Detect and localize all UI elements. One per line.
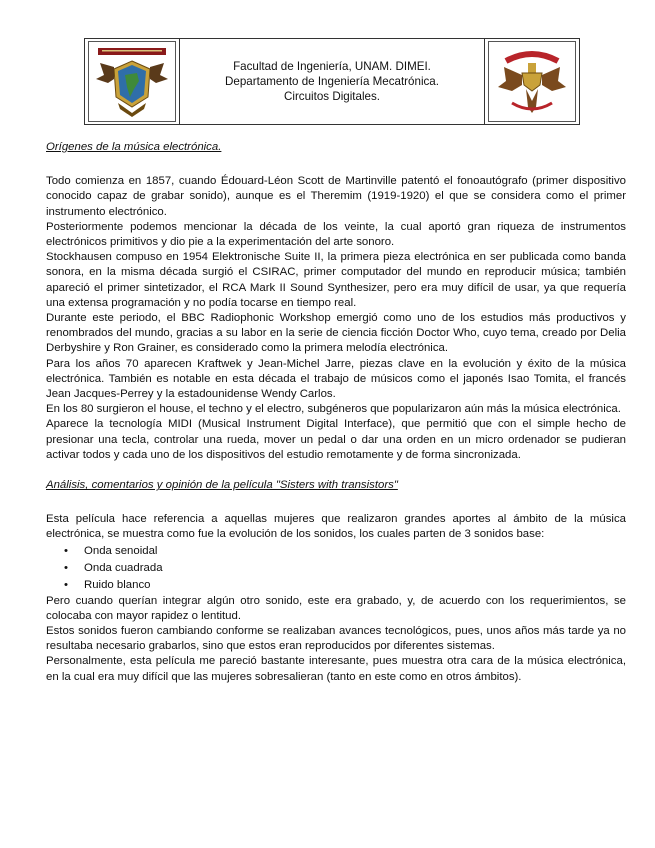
list-item: • Ruido blanco xyxy=(84,577,626,594)
ingenieria-seal-logo xyxy=(488,41,576,122)
right-logo-cell xyxy=(485,39,579,124)
unam-seal-logo xyxy=(88,41,176,122)
paragraph: Para los años 70 aparecen Kraftwek y Jean-Michel Jarre, piezas clave en la evolución y éxito de la música electrónica. También es notable en esta década el trabajo de músicos como el japonés Isao Tomita, el francés Jean Jacques-Perrey y la estadounidense Wendy Carlos. xyxy=(46,357,626,401)
paragraph: En los 80 surgieron el house, el techno y el electro, subgéneros que popularizaron aún más la música electrónica. xyxy=(46,403,621,416)
paragraph: Personalmente, esta película me pareció bastante interesante, pues muestra otra cara de la música electrónica, en la cual era muy difícil que las mujeres sobresalieran (tanto en este como en otros ámbitos). xyxy=(46,655,626,683)
paragraph: Stockhausen compuso en 1954 Elektronische Suite II, la primera pieza electrónica en ser publicada como banda sonora, en la misma década surgió el CSIRAC, primer computador del mundo en reproducir música; también apareció el primer sintetizador, el RCA Mark II Sound Synthesizer, pero era muy difícil de usar, ya que requería una extensa programación y no podía tocarse en tiempo real. xyxy=(46,251,626,309)
paragraph: Durante este periodo, el BBC Radiophonic Workshop emergió como uno de los estudios más productivos y renombrados del mundo, gracias a su labor en la serie de ciencia ficción Doctor Who, cuyo tema, creado por Delia Derbyshire y Ron Grainer, es considerado como la primera melodía electrónica. xyxy=(46,312,626,355)
department-line: Departamento de Ingeniería Mecatrónica. xyxy=(225,75,439,88)
paragraph: Posteriormente podemos mencionar la década de los veinte, la cual aportó gran riqueza de instrumentos electrónicos primitivos y dio pie a la experimentación del arte sonoro. xyxy=(46,220,626,249)
paragraph: Aparece la tecnología MIDI (Musical Instrument Digital Interface), que permitió que con el simple hecho de presionar una tecla, controlar una rueda, mover un pedal o dar una orden en un micro ordenador se pudieran activar todos y cada uno de los dispositivos del estudio remotamente y de forma sincronizada. xyxy=(46,418,626,461)
base-sounds-list xyxy=(46,543,626,594)
faculty-line: Facultad de Ingeniería, UNAM. DIMEI. xyxy=(233,60,431,73)
header-title-cell xyxy=(180,39,485,124)
paragraph: Esta película hace referencia a aquellas mujeres que realizaron grandes aportes al ámbito de la música electrónica, se muestra como fue la evolución de los sonidos, los cuales parten de 3 sonidos base: xyxy=(46,513,626,541)
header-table xyxy=(84,38,580,125)
section1-heading: Orígenes de la música electrónica. xyxy=(46,141,222,153)
paragraph: Todo comienza en 1857, cuando Édouard-Léon Scott de Martinville patentó el fonoautógrafo (primer dispositivo conocido capaz de grabar sonido), aunque es el Theremim (1919-1920) el que se considera como el primer instrumento electrónico. xyxy=(46,175,626,218)
ingenieria-seal-icon xyxy=(492,45,572,119)
unam-seal-icon xyxy=(92,45,172,119)
list-item: • Onda senoidal xyxy=(84,543,626,560)
left-logo-cell xyxy=(85,39,180,124)
course-line: Circuitos Digitales. xyxy=(284,90,380,103)
document-body xyxy=(46,140,626,685)
paragraph: Estos sonidos fueron cambiando conforme se realizaban avances tecnológicos, pues, unos años más tarde ya no resultaba necesario grabarlos, sino que estos eran reproducidos por diferentes sistemas. xyxy=(46,625,626,653)
list-item: • Onda cuadrada xyxy=(84,560,626,577)
section2-heading: Análisis, comentarios y opinión de la película "Sisters with transistors" xyxy=(46,479,398,492)
paragraph: Pero cuando querían integrar algún otro sonido, este era grabado, y, de acuerdo con los requerimientos, se colocaba con mayor rapidez o lentitud. xyxy=(46,594,626,622)
